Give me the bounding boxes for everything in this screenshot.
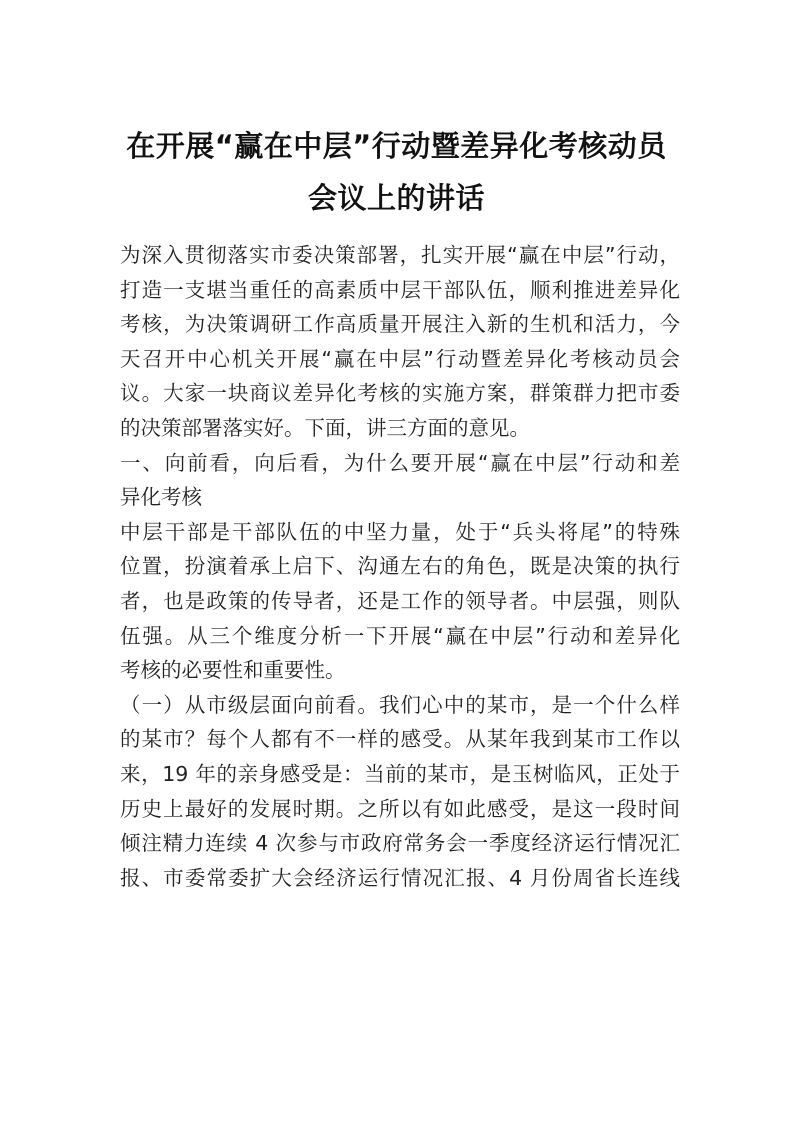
- text-line: 来，19 年的亲身感受是：当前的某市，是玉树临风，正处于: [120, 761, 680, 786]
- text-line: 历史上最好的发展时期。之所以有如此感受，是这一段时间: [120, 796, 680, 821]
- text-line: 考核，为决策调研工作高质量开展注入新的生机和活力，今: [120, 312, 680, 337]
- text-line: 的决策部署落实好。下面，讲三方面的意见。: [120, 415, 530, 440]
- text-line: 打造一支堪当重任的高素质中层干部队伍，顺利推进差异化: [120, 277, 680, 302]
- document-title: [100, 120, 693, 224]
- text-line: 者，也是政策的传导者，还是工作的领导者。中层强，则队: [120, 588, 680, 613]
- title-line: 会议上的讲话: [307, 181, 485, 215]
- text-line: 伍强。从三个维度分析一下开展“赢在中层”行动和差异化: [120, 623, 680, 648]
- text-line: 考核的必要性和重要性。: [120, 658, 346, 683]
- text-line: 为深入贯彻落实市委决策部署，扎实开展“赢在中层”行动，: [120, 243, 680, 267]
- text-line: 一、向前看，向后看，为什么要开展“赢在中层”行动和差: [120, 450, 680, 475]
- document-body: [120, 238, 680, 895]
- section-heading-1: [120, 446, 680, 515]
- text-line: 位置，扮演着承上启下、沟通左右的角色，既是决策的执行: [120, 554, 680, 579]
- paragraph-city-level: [120, 688, 680, 896]
- text-line: 议。大家一块商议差异化考核的实施方案，群策群力把市委: [120, 381, 680, 406]
- text-line: 中层干部是干部队伍的中坚力量，处于“兵头将尾”的特殊: [120, 519, 680, 544]
- text-line: （一）从市级层面向前看。我们心中的某市，是一个什么样: [120, 692, 680, 717]
- text-line: 的某市？每个人都有不一样的感受。从某年我到某市工作以: [120, 727, 680, 752]
- text-line: 报、市委常委扩大会经济运行情况汇报、4 月份周省长连线: [120, 865, 680, 890]
- title-line: 在开展“赢在中层”行动暨差异化考核动员: [126, 129, 667, 163]
- text-line: 异化考核: [120, 485, 202, 510]
- paragraph-intro: [120, 238, 680, 446]
- text-line: 倾注精力连续 4 次参与市政府常务会一季度经济运行情况汇: [120, 831, 680, 856]
- paragraph-middle-level-cadres: [120, 515, 680, 688]
- text-line: 天召开中心机关开展“赢在中层”行动暨差异化考核动员会: [120, 346, 680, 371]
